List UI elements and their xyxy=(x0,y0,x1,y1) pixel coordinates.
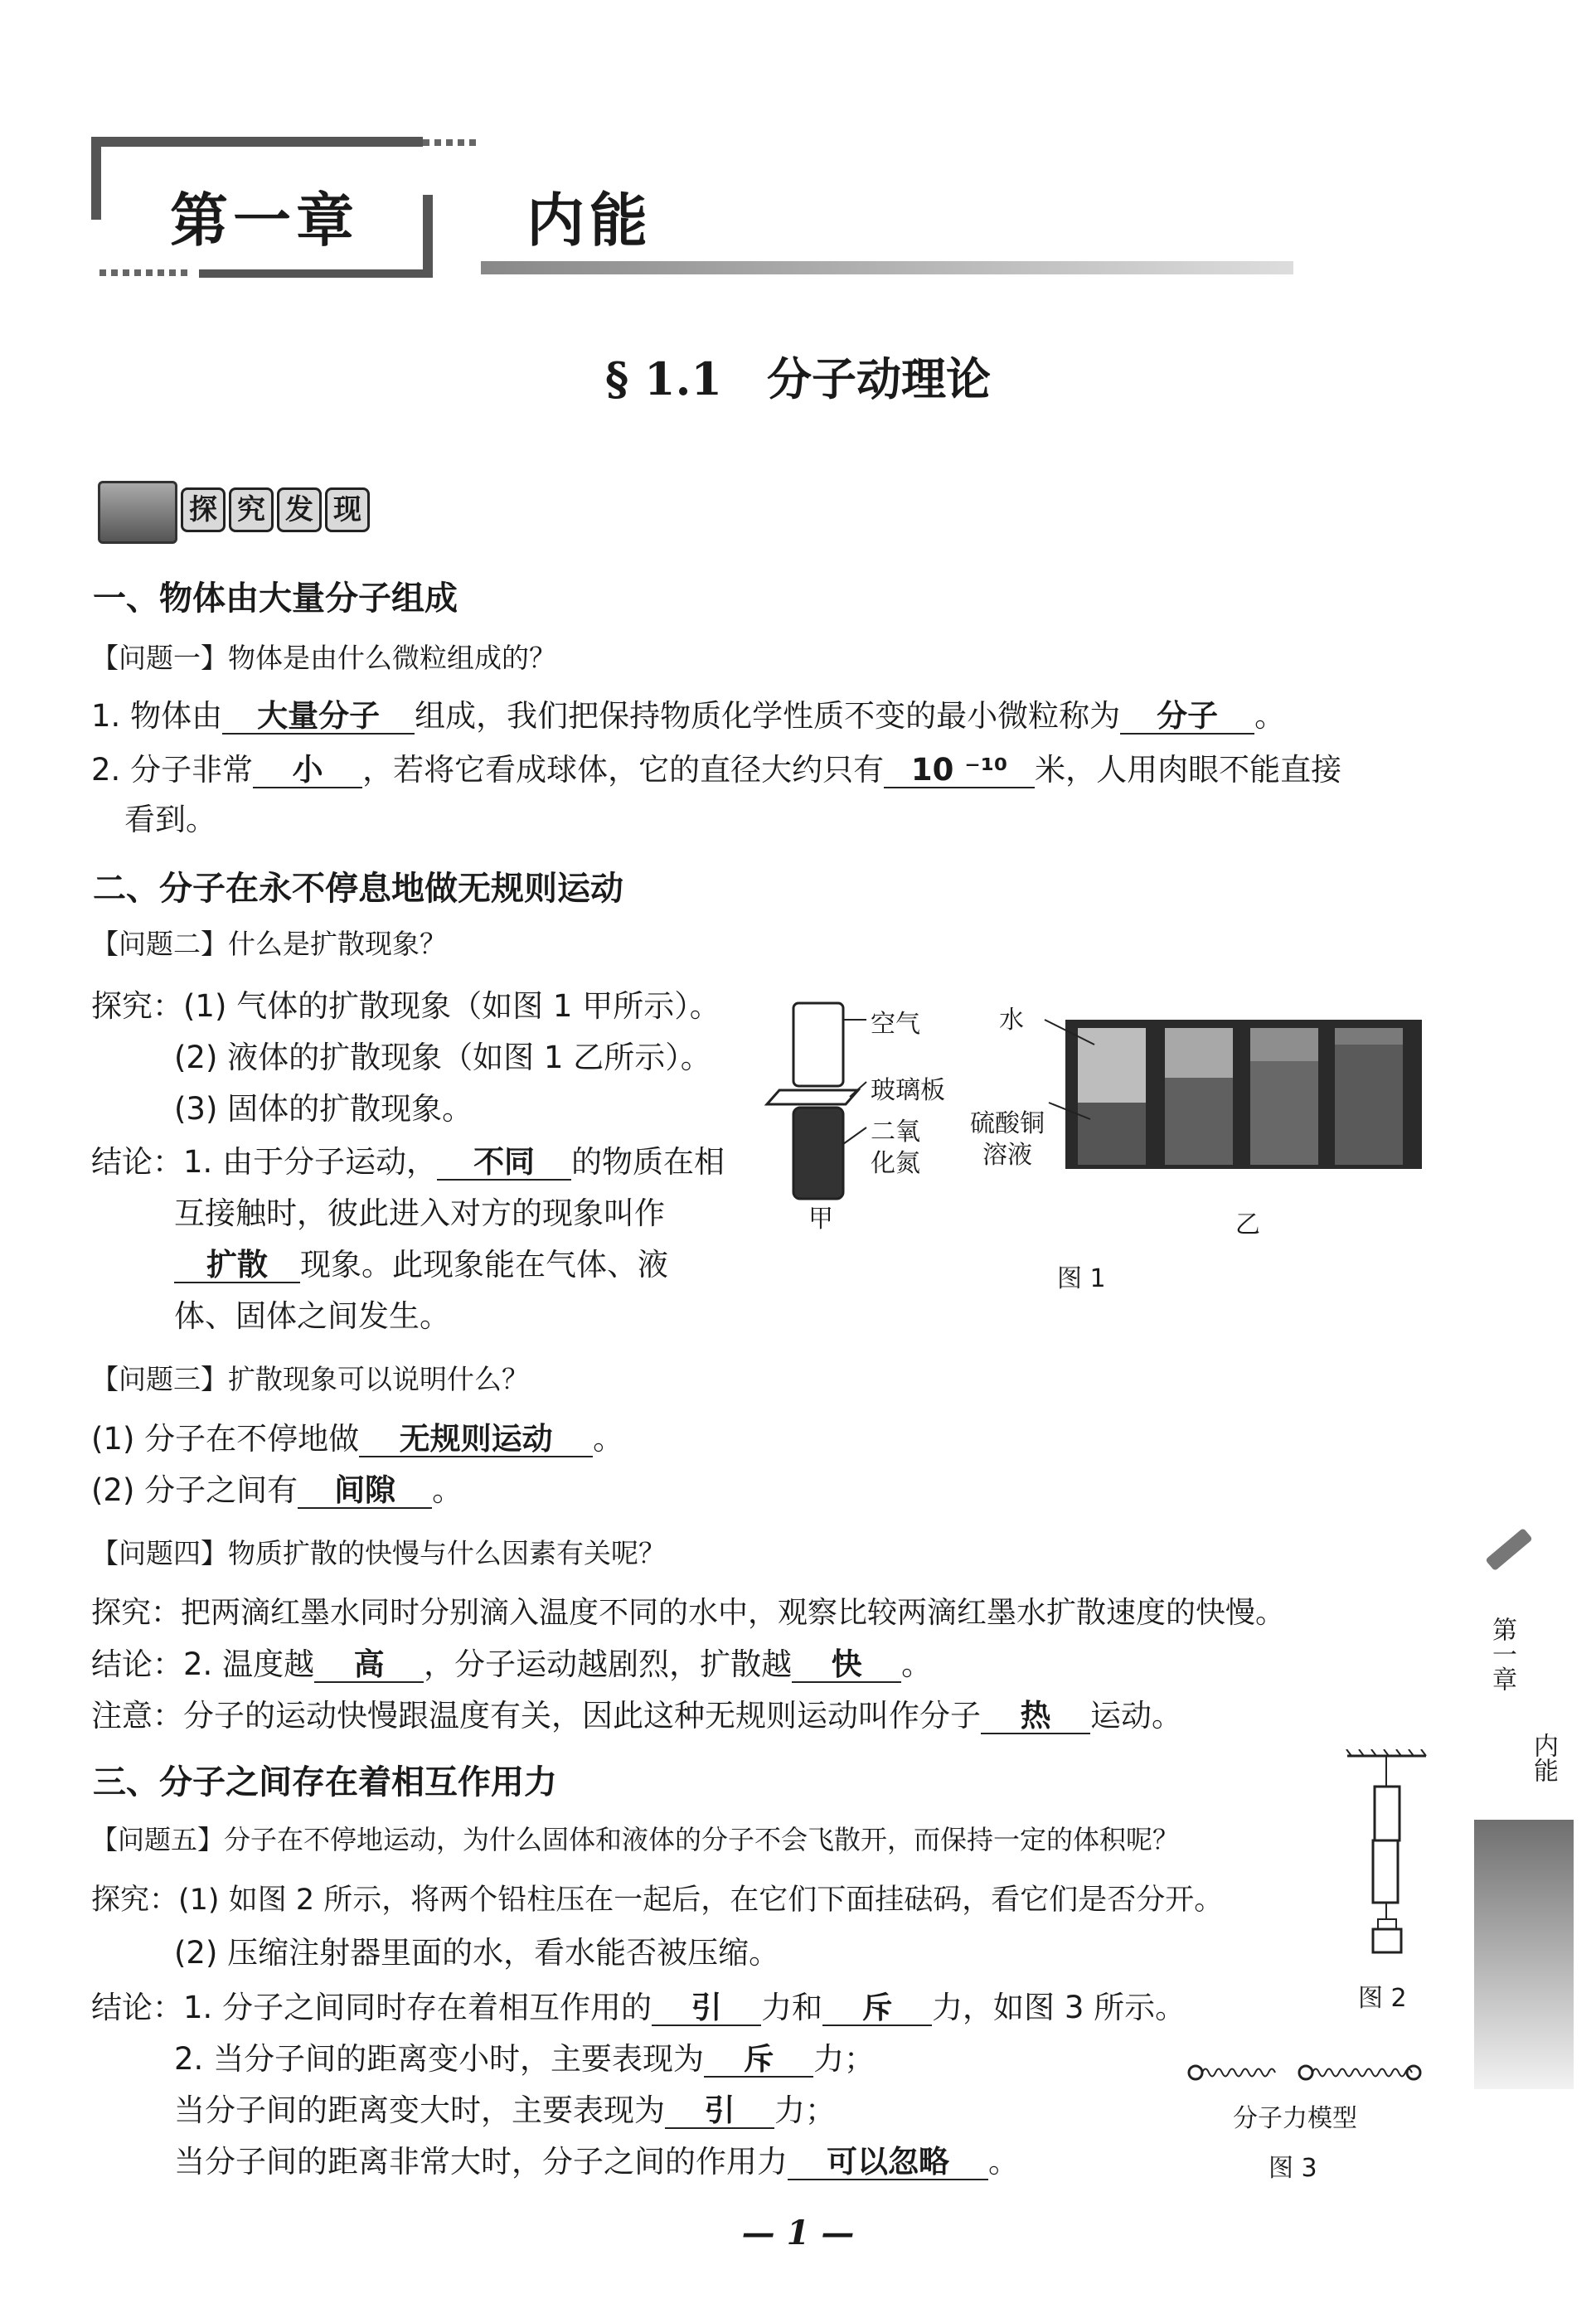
answer: 不同 xyxy=(437,1146,571,1181)
heading-3: 三、分子之间存在着相互作用力 xyxy=(93,1763,557,1801)
conclusion-3-3: 当分子间的距离变大时，主要表现为 引 力； xyxy=(174,2092,836,2128)
explore-2: (2) 液体的扩散现象（如图 1 乙所示）。 xyxy=(174,1040,711,1075)
item-2-cont: 看到。 xyxy=(124,802,216,837)
note: 注意：分子的运动快慢跟温度有关，因此这种无规则运动叫作分子 热 运动。 xyxy=(91,1698,1182,1734)
banner-char: 究 xyxy=(229,487,274,532)
heading-2: 二、分子在永不停息地做无规则运动 xyxy=(93,870,623,908)
figure-3-caption: 图 3 xyxy=(1269,2154,1317,2183)
answer-3-2: (2) 分子之间有 间隙 。 xyxy=(91,1472,463,1508)
label-no2-b: 化氮 xyxy=(871,1149,920,1178)
answer: 分子 xyxy=(1120,700,1254,735)
explore-5-2: (2) 压缩注射器里面的水，看水能否被压缩。 xyxy=(174,1935,780,1971)
answer: 斥 xyxy=(822,1991,932,2026)
chapter-title: 内能 xyxy=(526,186,652,255)
question-1: 【问题一】物体是由什么微粒组成的？ xyxy=(91,642,556,674)
question-5: 【问题五】分子在不停地运动，为什么固体和液体的分子不会飞散开，而保持一定的体积呢？ xyxy=(91,1824,1180,1855)
heading-1: 一、物体由大量分子组成 xyxy=(93,579,458,618)
answer: 无规则运动 xyxy=(359,1423,593,1457)
answer: 可以忽略 xyxy=(788,2146,988,2180)
answer: 大量分子 xyxy=(222,700,415,735)
answer: 引 xyxy=(652,1991,761,2026)
label-cuso4-b: 溶液 xyxy=(982,1141,1032,1170)
explore-1: 探究：(1) 气体的扩散现象（如图 1 甲所示）。 xyxy=(91,988,720,1024)
answer: 引 xyxy=(665,2094,774,2129)
answer: 10 ⁻¹⁰ xyxy=(884,754,1035,788)
banner-char: 探 xyxy=(181,487,226,532)
item-2: 2. 分子非常 小 ，若将它看成球体，它的直径大约只有 10 ⁻¹⁰ 米，人用肉眼不能直接 xyxy=(91,752,1342,788)
label-jia: 甲 xyxy=(808,1205,833,1234)
side-title: 内能 xyxy=(1529,1733,1558,1782)
chapter-header xyxy=(91,137,1293,286)
pen-icon xyxy=(1485,1528,1533,1571)
conclusion-2: 结论：2. 温度越 高 ，分子运动越剧烈，扩散越 快 。 xyxy=(91,1646,933,1682)
conclusion-1-cont2: 扩散 现象。此现象能在气体、液 xyxy=(174,1245,668,1285)
conclusion-3-1: 结论：1. 分子之间同时存在着相互作用的 引 力和 斥 力，如图 3 所示。 xyxy=(91,1990,1186,2025)
answer: 快 xyxy=(792,1648,901,1683)
conclusion-1: 结论：1. 由于分子运动， 不同 的物质在相 xyxy=(91,1144,725,1180)
question-2: 【问题二】什么是扩散现象？ xyxy=(91,928,447,960)
conclusion-3-4: 当分子间的距离非常大时，分子之间的作用力 可以忽略 。 xyxy=(174,2144,1019,2180)
figure-1-caption: 图 1 xyxy=(1057,1264,1106,1293)
molecular-force-model xyxy=(1186,2060,1426,2085)
side-chapter: 第一章 xyxy=(1487,1617,1516,1691)
banner-char: 现 xyxy=(325,487,370,532)
label-cuso4-a: 硫酸铜 xyxy=(970,1109,1045,1138)
page-number: — 1 — xyxy=(741,2214,855,2252)
figure-2-caption: 图 2 xyxy=(1358,1984,1407,2013)
diffusion-diagram xyxy=(763,987,1426,1285)
conclusion-1-cont: 互接触时，彼此进入对方的现象叫作 xyxy=(174,1195,665,1231)
answer: 小 xyxy=(253,754,362,788)
item-1: 1. 物体由 大量分子 组成，我们把保持物质化学性质不变的最小微粒称为 分子 。 xyxy=(91,698,1286,734)
question-4: 【问题四】物质扩散的快慢与什么因素有关呢？ xyxy=(91,1537,666,1569)
label-no2-a: 二氧 xyxy=(871,1118,920,1147)
explore-3: (3) 固体的扩散现象。 xyxy=(174,1091,473,1127)
label-glass: 玻璃板 xyxy=(871,1076,945,1105)
figure-2 xyxy=(1343,1749,1434,2023)
explore-5-1: 探究：(1) 如图 2 所示，将两个铅柱压在一起后，在它们下面挂砝码，看它们是否分开。 xyxy=(91,1884,1224,1917)
answer: 扩散 xyxy=(174,1249,300,1283)
answer: 高 xyxy=(314,1648,424,1683)
answer: 热 xyxy=(981,1700,1090,1734)
figure-1 xyxy=(763,987,1426,1302)
side-tab xyxy=(1467,1534,1575,2089)
label-air: 空气 xyxy=(871,1010,920,1039)
section-title: § 1.1 分子动理论 xyxy=(605,352,991,405)
answer-3-1: (1) 分子在不停地做 无规则运动 。 xyxy=(91,1421,624,1457)
lead-cylinder-diagram xyxy=(1343,1749,1434,1965)
question-3: 【问题三】扩散现象可以说明什么？ xyxy=(91,1363,529,1395)
chapter-label: 第一章 xyxy=(170,186,359,255)
label-yi: 乙 xyxy=(1235,1210,1260,1239)
conclusion-3-2: 2. 当分子间的距离变小时，主要表现为 斥 力； xyxy=(174,2041,876,2077)
banner-char: 发 xyxy=(277,487,322,532)
answer: 间隙 xyxy=(298,1474,432,1509)
model-label: 分子力模型 xyxy=(1233,2104,1357,2133)
conclusion-1-cont3: 体、固体之间发生。 xyxy=(174,1298,450,1334)
label-water: 水 xyxy=(999,1006,1024,1035)
explore-4: 探究：把两滴红墨水同时分别滴入温度不同的水中，观察比较两滴红墨水扩散速度的快慢。 xyxy=(91,1596,1286,1630)
figure-3 xyxy=(1186,2060,1426,2183)
answer: 斥 xyxy=(704,2043,813,2078)
banner-icon xyxy=(98,481,177,544)
